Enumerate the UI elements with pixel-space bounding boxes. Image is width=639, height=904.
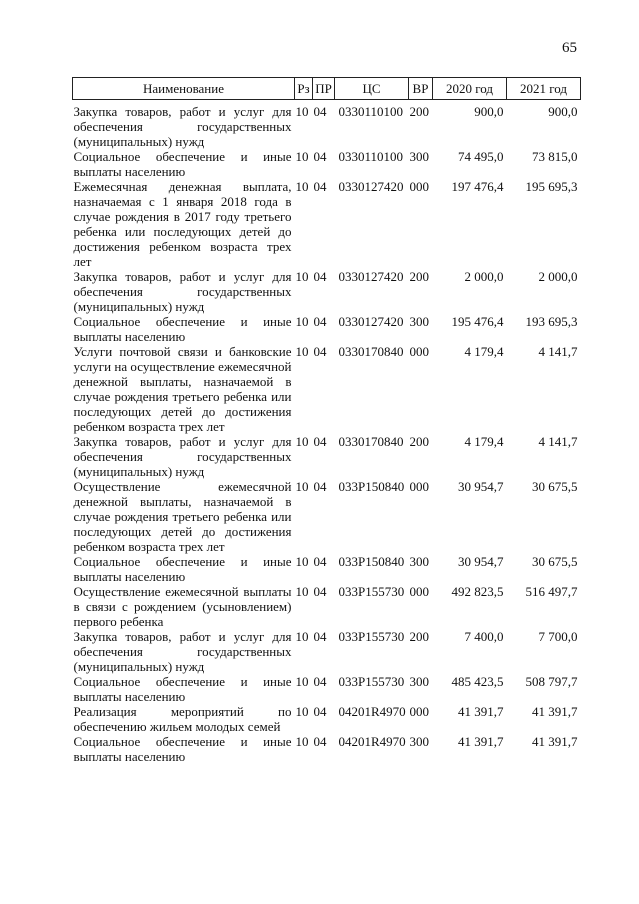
row-name: Услуги почтовой связи и банковские услуги на осуществление ежемесячной денежной выплаты, назначаемой в случае рождения третьего ребенка или последующих детей до достижения ребенком возраста трех лет [73, 344, 292, 434]
row-pr: 04 [313, 344, 327, 359]
row-cs: 0330170840 [338, 434, 404, 449]
row-vr: 000 [409, 179, 429, 194]
row-pr: 04 [313, 584, 327, 599]
row-cs: 0330110100 [338, 104, 404, 119]
table-row [73, 344, 581, 434]
row-2021: 193 695,3 [525, 314, 578, 329]
row-cs: 033P155730 [338, 674, 405, 689]
row-vr: 000 [409, 704, 429, 719]
row-2021: 73 815,0 [532, 149, 578, 164]
row-cs: 0330127420 [338, 179, 404, 194]
row-2021: 30 675,5 [532, 479, 578, 494]
row-pr: 04 [313, 704, 327, 719]
row-pr: 04 [313, 269, 327, 284]
row-pr: 04 [313, 629, 327, 644]
row-2021: 2 000,0 [538, 269, 578, 284]
row-vr: 000 [409, 344, 429, 359]
row-cs: 033P150840 [338, 479, 405, 494]
row-rz: 10 [295, 479, 309, 494]
row-pr: 04 [313, 479, 327, 494]
row-2020: 197 476,4 [451, 179, 504, 194]
row-cs: 033P155730 [338, 629, 405, 644]
row-2020: 492 823,5 [451, 584, 504, 599]
header-cs: ЦС [335, 78, 409, 100]
row-rz: 10 [295, 674, 309, 689]
row-rz: 10 [295, 554, 309, 569]
header-rz: Рз [295, 78, 313, 100]
row-name: Социальное обеспечение и иные выплаты населению [73, 314, 292, 344]
budget-table [72, 77, 581, 764]
row-rz: 10 [295, 344, 309, 359]
row-2021: 4 141,7 [538, 344, 578, 359]
table-header [73, 78, 581, 100]
row-2021: 41 391,7 [532, 734, 578, 749]
row-name: Осуществление ежемесячной выплаты в связи с рождением (усыновлением) первого ребенка [73, 584, 292, 629]
row-vr: 200 [409, 434, 429, 449]
row-name: Закупка товаров, работ и услуг для обеспечения государственных (муниципальных) нужд [73, 269, 292, 314]
row-2020: 4 179,4 [464, 434, 504, 449]
row-2021: 30 675,5 [532, 554, 578, 569]
table-row [73, 479, 581, 554]
header-2021: 2021 год [507, 78, 581, 100]
row-vr: 000 [409, 584, 429, 599]
page-number: 65 [562, 40, 577, 56]
row-vr: 300 [409, 734, 429, 749]
row-name: Осуществление ежемесячной денежной выплаты, назначаемой в случае рождения третьего ребенка или последующих детей до достижения ребенком возраста трех лет [73, 479, 292, 554]
row-vr: 200 [409, 269, 429, 284]
table-row [73, 269, 581, 314]
row-2020: 30 954,7 [458, 479, 504, 494]
row-name: Социальное обеспечение и иные выплаты населению [73, 149, 292, 179]
header-name: Наименование [73, 78, 295, 100]
row-cs: 033P150840 [338, 554, 405, 569]
row-cs: 0330127420 [338, 269, 404, 284]
row-2020: 7 400,0 [464, 629, 504, 644]
row-name: Закупка товаров, работ и услуг для обеспечения государственных (муниципальных) нужд [73, 629, 292, 674]
row-2021: 516 497,7 [525, 584, 578, 599]
row-2021: 4 141,7 [538, 434, 578, 449]
row-pr: 04 [313, 674, 327, 689]
row-rz: 10 [295, 434, 309, 449]
row-2021: 508 797,7 [525, 674, 578, 689]
row-name: Закупка товаров, работ и услуг для обеспечения государственных (муниципальных) нужд [73, 104, 292, 149]
row-2020: 195 476,4 [451, 314, 504, 329]
header-vr: ВР [409, 78, 433, 100]
table-row [73, 434, 581, 479]
row-2020: 30 954,7 [458, 554, 504, 569]
header-pr: ПР [313, 78, 335, 100]
row-name: Социальное обеспечение и иные выплаты населению [73, 554, 292, 584]
row-pr: 04 [313, 104, 327, 119]
row-name: Социальное обеспечение и иные выплаты населению [73, 734, 292, 764]
row-2020: 41 391,7 [458, 734, 504, 749]
row-cs: 04201R4970 [338, 734, 406, 749]
table-row [73, 674, 581, 704]
row-vr: 000 [409, 479, 429, 494]
row-rz: 10 [295, 179, 309, 194]
row-name: Закупка товаров, работ и услуг для обеспечения государственных (муниципальных) нужд [73, 434, 292, 479]
row-2020: 41 391,7 [458, 704, 504, 719]
row-vr: 200 [409, 104, 429, 119]
table-row [73, 314, 581, 344]
row-cs: 0330170840 [338, 344, 404, 359]
table-row [73, 584, 581, 629]
row-vr: 300 [409, 149, 429, 164]
row-pr: 04 [313, 314, 327, 329]
row-2020: 74 495,0 [458, 149, 504, 164]
row-vr: 300 [409, 314, 429, 329]
table-row [73, 629, 581, 674]
row-name: Реализация мероприятий по обеспечению жильем молодых семей [73, 704, 292, 734]
row-cs: 0330127420 [338, 314, 404, 329]
row-cs: 04201R4970 [338, 704, 406, 719]
row-pr: 04 [313, 554, 327, 569]
row-2020: 2 000,0 [464, 269, 504, 284]
table-row [73, 179, 581, 269]
row-pr: 04 [313, 179, 327, 194]
row-rz: 10 [295, 269, 309, 284]
table-body [73, 100, 581, 765]
row-rz: 10 [295, 149, 309, 164]
header-2020: 2020 год [433, 78, 507, 100]
row-pr: 04 [313, 734, 327, 749]
row-2021: 195 695,3 [525, 179, 578, 194]
row-rz: 10 [295, 104, 309, 119]
row-vr: 300 [409, 674, 429, 689]
row-vr: 200 [409, 629, 429, 644]
row-2021: 7 700,0 [538, 629, 578, 644]
row-cs: 033P155730 [338, 584, 405, 599]
row-rz: 10 [295, 734, 309, 749]
row-2020: 485 423,5 [451, 674, 504, 689]
table-row [73, 104, 581, 149]
table-row [73, 734, 581, 764]
row-2021: 41 391,7 [532, 704, 578, 719]
row-2020: 4 179,4 [464, 344, 504, 359]
table-row [73, 704, 581, 734]
row-rz: 10 [295, 314, 309, 329]
row-rz: 10 [295, 584, 309, 599]
row-2020: 900,0 [474, 104, 504, 119]
row-name: Ежемесячная денежная выплата, назначаемая с 1 января 2018 года в случае рождения в 2017 году третьего ребенка или последующих детей до достижения ребенком возраста трех лет [73, 179, 292, 269]
row-pr: 04 [313, 149, 327, 164]
row-pr: 04 [313, 434, 327, 449]
row-rz: 10 [295, 704, 309, 719]
table-row [73, 554, 581, 584]
row-2021: 900,0 [548, 104, 578, 119]
row-cs: 0330110100 [338, 149, 404, 164]
row-name: Социальное обеспечение и иные выплаты населению [73, 674, 292, 704]
table-row [73, 149, 581, 179]
row-rz: 10 [295, 629, 309, 644]
row-vr: 300 [409, 554, 429, 569]
